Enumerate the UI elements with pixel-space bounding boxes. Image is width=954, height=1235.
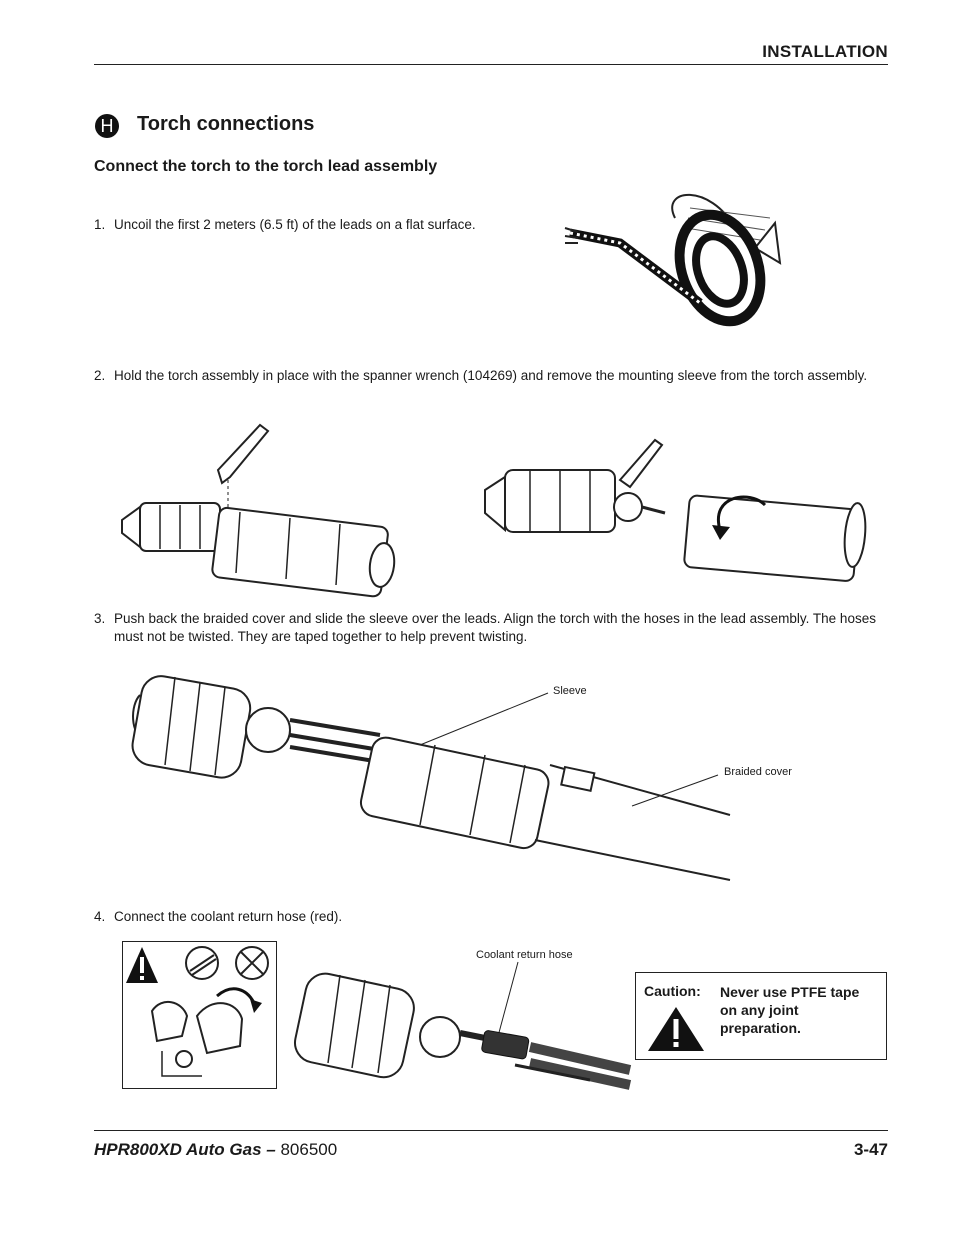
coolant-hose-connection-illustration bbox=[300, 965, 630, 1100]
warning-triangle-icon bbox=[648, 1007, 704, 1051]
step-number: 2. bbox=[94, 368, 106, 383]
caution-label: Caution: bbox=[644, 983, 701, 999]
callout-coolant-return-hose: Coolant return hose bbox=[476, 949, 573, 961]
callout-braided-cover: Braided cover bbox=[724, 766, 792, 778]
page-number: 3-47 bbox=[853, 1140, 888, 1159]
footer-model: HPR800XD Auto Gas bbox=[94, 1140, 262, 1159]
step-number: 1. bbox=[94, 217, 106, 232]
subsection-title: Connect the torch to the torch lead assembly bbox=[94, 158, 438, 175]
wrench-warning-pictogram bbox=[122, 941, 277, 1089]
step-text: Connect the coolant return hose (red). bbox=[114, 909, 343, 924]
footer-doc-number: 806500 bbox=[280, 1140, 338, 1159]
section-badge: H bbox=[95, 114, 119, 138]
running-header: INSTALLATION bbox=[762, 42, 888, 61]
step-text: Hold the torch assembly in place with the spanner wrench (104269) and remove the mounting sleeve from the torch assembly. bbox=[114, 368, 868, 383]
callout-sleeve: Sleeve bbox=[553, 685, 587, 697]
step-4 bbox=[94, 908, 894, 926]
step-number: 4. bbox=[94, 909, 106, 924]
footer-product bbox=[94, 1140, 337, 1160]
caution-box bbox=[635, 972, 887, 1060]
step-text: Push back the braided cover and slide the sleeve over the leads. Align the torch with the hoses in the lead assembly. The hoses must not be twisted. They are taped together to help prevent twisting. bbox=[114, 611, 876, 644]
step-number: 3. bbox=[94, 611, 106, 626]
caution-text: Never use PTFE tape on any joint preparation. bbox=[720, 984, 860, 1036]
footer-separator: – bbox=[266, 1140, 276, 1159]
step-text: Uncoil the first 2 meters (6.5 ft) of the leads on a flat surface. bbox=[114, 217, 476, 232]
footer-rule bbox=[94, 1130, 888, 1131]
section-title: Torch connections bbox=[137, 113, 315, 135]
